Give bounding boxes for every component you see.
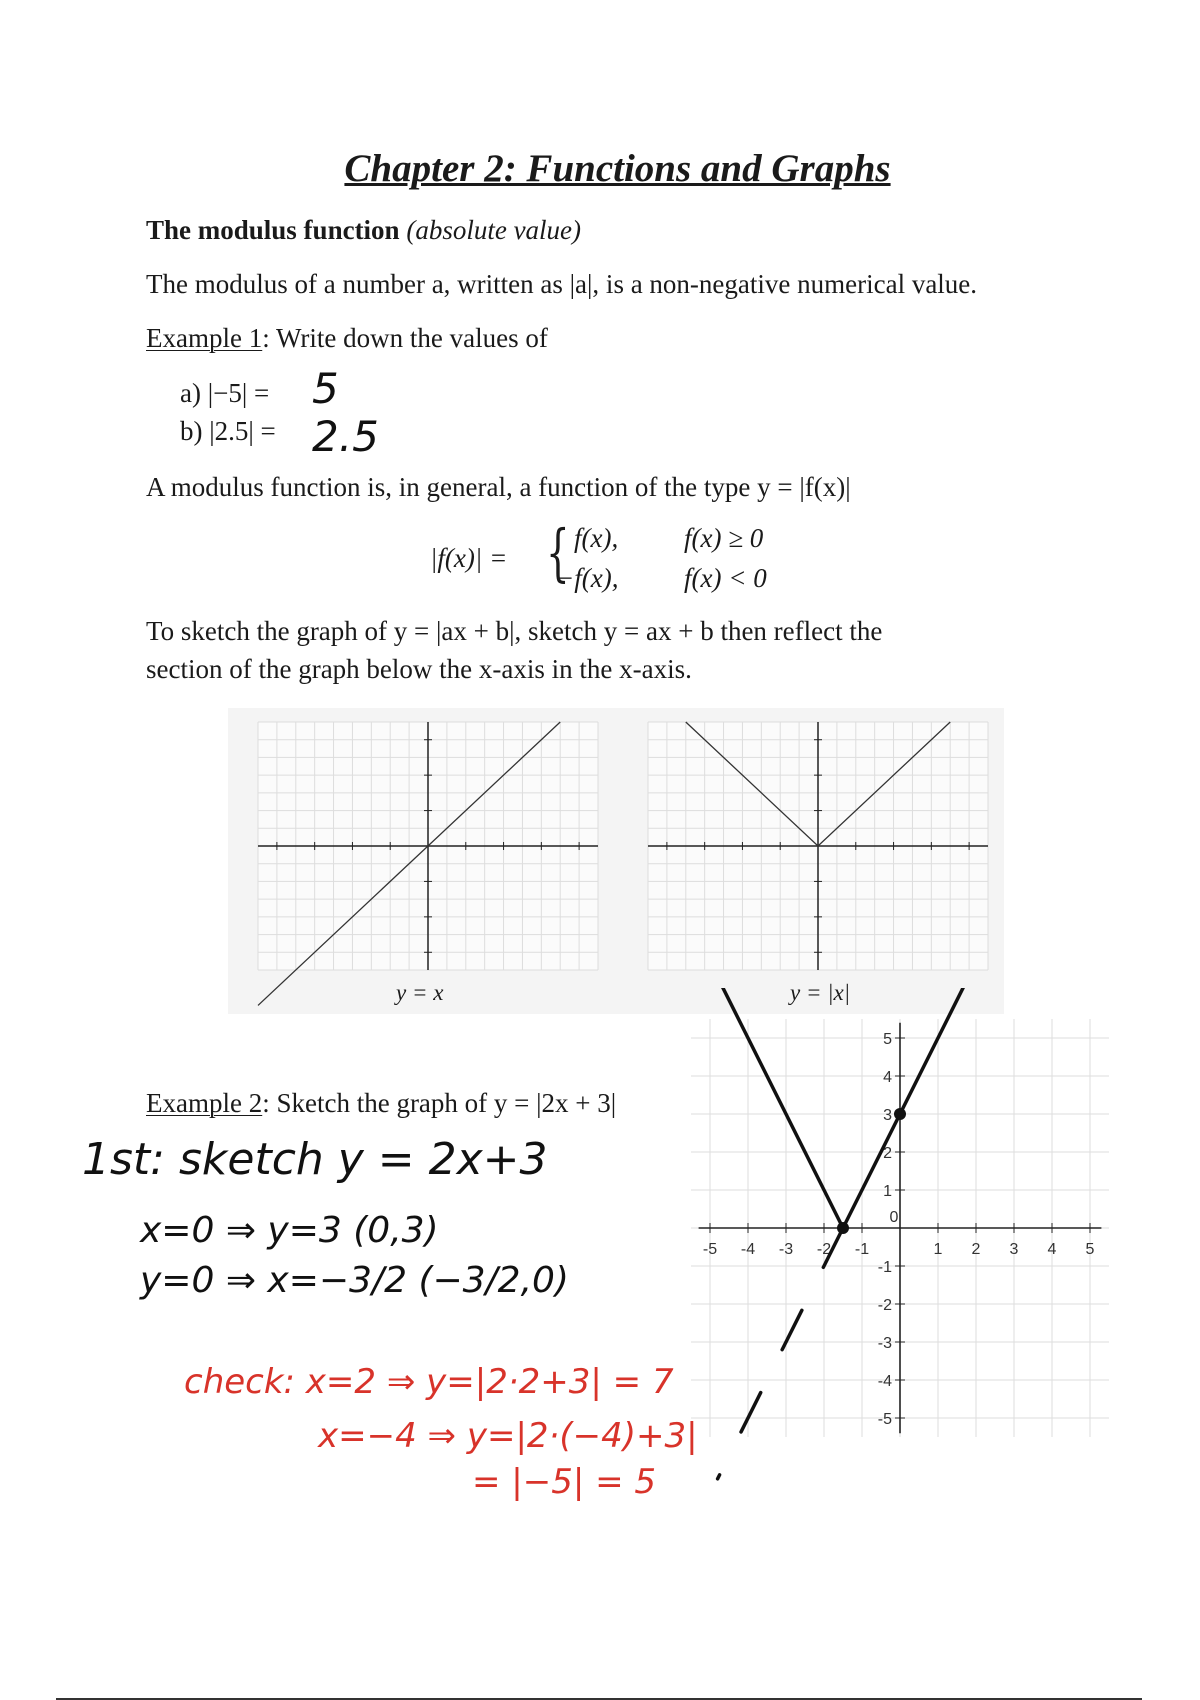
sketch-text-1: To sketch the graph of y = |ax + b|, sketch y = ax + b then reflect the: [146, 616, 883, 646]
intro-text: The modulus of a number a, written as |a|, is a non-negative numerical value.: [146, 269, 978, 299]
hand-step: 1st: sketch y = 2x+3: [82, 1134, 548, 1185]
ex2-y-tick-label: 1: [883, 1183, 892, 1200]
hand-check3: = |−5| = 5: [472, 1462, 657, 1502]
ex2-y-tick-label: -3: [877, 1335, 892, 1352]
heading-bold: The modulus function: [146, 215, 400, 245]
ex2-y-tick-label: 4: [883, 1069, 892, 1086]
ex2-x-tick-label: 5: [1085, 1241, 1095, 1258]
piecewise-lhs: |f(x)| =: [430, 543, 508, 573]
sketch-text-2: section of the graph below the x-axis in the x-axis.: [146, 654, 692, 684]
example1-item-b: [180, 414, 276, 448]
ex2-x-tick-label: 2: [971, 1241, 981, 1258]
item-a-answer: 5: [312, 364, 339, 413]
graph-y-eq-abs-x: [648, 722, 988, 970]
ex2-y-tick-label: -2: [877, 1297, 892, 1314]
ex2-x-tick-label: 4: [1047, 1241, 1057, 1258]
ex2-y-tick-label: -4: [877, 1373, 892, 1390]
page-title: Chapter 2: Functions and Graphs: [344, 147, 891, 190]
ex2-x-tick-label: 1: [933, 1241, 943, 1258]
ex2-key-point: [837, 1222, 849, 1234]
example1-label: Example 1: [146, 323, 263, 353]
caption-left: y = x: [396, 980, 444, 1005]
ex2-x-tick-label: -3: [778, 1241, 794, 1258]
caption-right: y = |x|: [790, 980, 851, 1005]
ex2-y-tick-label: 2: [883, 1145, 892, 1162]
graph-y-eq-x: [258, 722, 598, 1005]
ex2-key-point: [894, 1108, 906, 1120]
case1-expr: f(x),: [574, 523, 619, 553]
graph-example2: [690, 988, 1110, 1548]
hand-line1: x=0 ⇒ y=3 (0,3): [140, 1210, 439, 1251]
case2-cond: f(x) < 0: [684, 563, 767, 593]
item-a-prefix: a): [180, 378, 208, 408]
example1-text: : Write down the values of: [262, 323, 548, 353]
ex2-y-tick-label: -5: [877, 1411, 892, 1428]
example2-label: Example 2: [146, 1088, 263, 1118]
example2-text: : Sketch the graph of y = |2x + 3|: [262, 1088, 617, 1118]
ex2-x-tick-label: -5: [702, 1241, 718, 1258]
item-b-expr: |2.5| =: [209, 416, 276, 446]
section-heading: [146, 213, 581, 247]
item-b-answer: 2.5: [312, 412, 379, 461]
ex2-x-tick-label: 0: [889, 1209, 899, 1226]
hand-check1: check: x=2 ⇒ y=|2·2+3| = 7: [184, 1362, 674, 1402]
example1-item-a: [180, 376, 269, 410]
example2-prompt: [146, 1086, 616, 1120]
piecewise-brace: {: [546, 516, 570, 589]
general-text: A modulus function is, in general, a function of the type y = |f(x)|: [146, 472, 851, 502]
item-a-expr: |−5| =: [207, 378, 270, 408]
ex2-x-tick-label: -2: [816, 1241, 832, 1258]
heading-italic: (absolute value): [406, 215, 582, 245]
hand-check2: x=−4 ⇒ y=|2·(−4)+3|: [318, 1416, 698, 1456]
ex2-y-tick-label: -1: [877, 1259, 892, 1276]
example1-prompt: [146, 321, 548, 355]
ex2-x-tick-label: -1: [854, 1241, 870, 1258]
graph-example2-content: [691, 988, 1109, 1479]
ex2-y-tick-label: 5: [883, 1031, 892, 1048]
case1-cond: f(x) ≥ 0: [684, 523, 764, 553]
item-b-prefix: b): [180, 416, 210, 446]
ex2-modulus-line: [710, 988, 984, 1228]
graphs-panel: [228, 708, 1004, 1014]
ex2-y-tick-label: 3: [883, 1107, 892, 1124]
hand-line2: y=0 ⇒ x=−3/2 (−3/2,0): [140, 1260, 569, 1301]
case2-expr: −f(x),: [556, 563, 619, 593]
ex2-x-tick-label: -4: [740, 1241, 756, 1258]
ex2-x-tick-label: 3: [1009, 1241, 1019, 1258]
